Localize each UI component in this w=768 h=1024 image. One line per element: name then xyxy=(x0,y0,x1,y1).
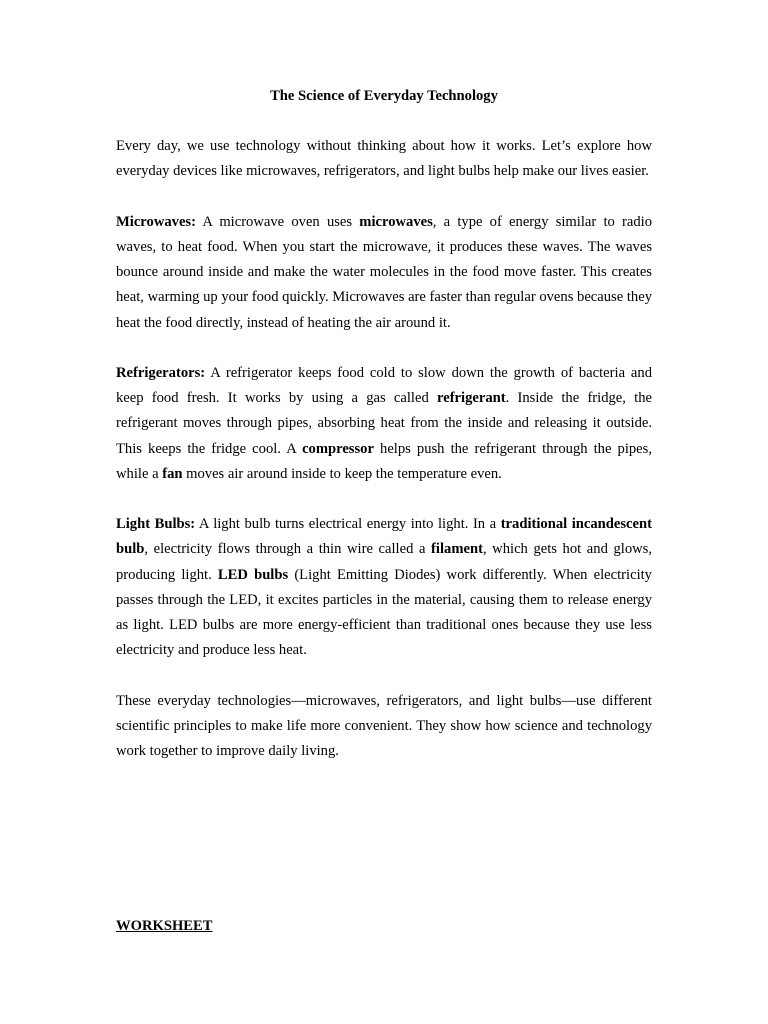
refrigerant-term: refrigerant xyxy=(437,390,506,407)
led-bulbs-term: LED bulbs xyxy=(217,566,289,583)
compressor-term: compressor xyxy=(302,440,374,457)
refrigerators-paragraph xyxy=(116,361,652,487)
microwaves-term: microwaves xyxy=(359,213,433,230)
worksheet-heading: WORKSHEET xyxy=(116,918,213,934)
microwaves-paragraph xyxy=(116,210,652,336)
page-title: The Science of Everyday Technology xyxy=(270,88,498,104)
microwaves-text-2: , a type of energy similar to radio waves, to heat food. When you start the microwave, it produces these waves. The waves bounce around inside and make the water molecules in the food move faster. This creates heat, warming up your food quickly. Microwaves are faster than regular ovens because they heat the food directly, instead of heating the air around it. xyxy=(116,213,652,331)
conclusion-paragraph: These everyday technologies—microwaves, refrigerators, and light bulbs—use different scientific principles to make life more convenient. They show how science and technology work together to improve daily living. xyxy=(116,692,652,760)
refrigerators-text-4: moves air around inside to keep the temperature even. xyxy=(182,465,502,482)
document-body xyxy=(116,84,652,789)
refrigerators-heading: Refrigerators: xyxy=(116,365,206,381)
refrigerators-text-1: A refrigerator keeps food cold to slow down the growth of bacteria and keep food fresh. It works by using a gas called xyxy=(116,365,652,407)
light-bulbs-text-1: A light bulb turns electrical energy into light. In a xyxy=(195,516,501,533)
refrigerators-text-2: . Inside the fridge, the refrigerant moves through pipes, absorbing heat from the inside and releasing it outside. This keeps the fridge cool. A xyxy=(116,390,652,457)
intro-paragraph: Every day, we use technology without thinking about how it works. Let’s explore how everyday devices like microwaves, refrigerators, and light bulbs help make our lives easier. xyxy=(116,138,652,180)
light-bulbs-text-3: , which gets hot and glows, producing light. xyxy=(116,541,652,583)
filament-term: filament xyxy=(431,541,483,558)
light-bulbs-text-4: (Light Emitting Diodes) work differently. When electricity passes through the LED, it excites particles in the material, causing them to release energy as light. LED bulbs are more energy-efficient than traditional ones because they use less electricity and produce less heat. xyxy=(116,566,652,659)
light-bulbs-heading: Light Bulbs: xyxy=(116,516,196,533)
light-bulbs-text-2: , electricity flows through a thin wire called a xyxy=(144,541,432,558)
fan-term: fan xyxy=(162,465,183,482)
microwaves-heading: Microwaves: xyxy=(116,213,196,230)
refrigerators-text-3: helps push the refrigerant through the pipes, while a xyxy=(116,440,652,482)
microwaves-text-1: A microwave oven uses xyxy=(195,213,360,230)
incandescent-term: traditional incandescent bulb xyxy=(116,516,652,558)
light-bulbs-paragraph xyxy=(116,512,652,663)
